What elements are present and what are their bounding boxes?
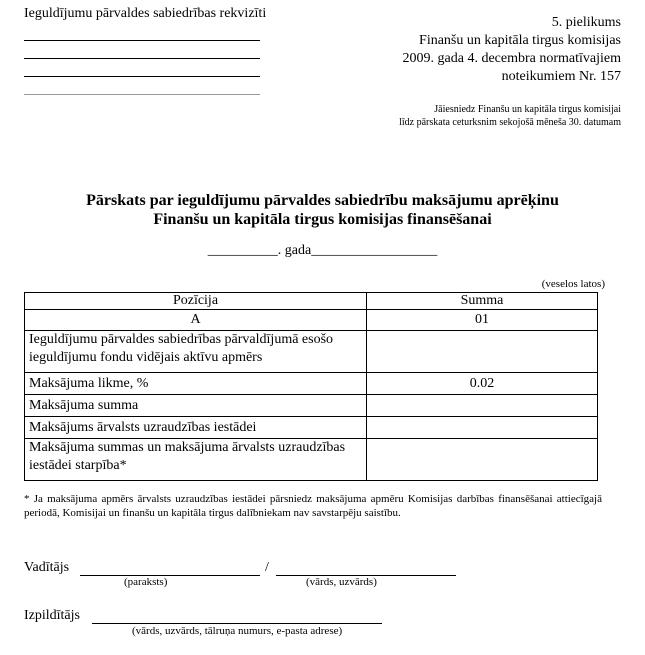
- report-year-row: [0, 243, 645, 259]
- footnote: * Ja maksājuma apmērs ārvalsts uzraudzības iestādei pārsniedz maksājuma apmēru Komisijas darbības finansēšanai attiecīgajā periodā, Komisijai un finanšu un kapitāla tirgus dalībniekam nav savstarpēju saistību.: [24, 493, 602, 519]
- row-value[interactable]: [367, 439, 598, 481]
- header-position: Pozīcija: [25, 293, 367, 310]
- submission-note-line-2: līdz pārskata ceturksnim sekojošā mēneša 30. datumam: [399, 117, 621, 128]
- head-label: Vadītājs: [24, 560, 70, 575]
- row-label: Maksājums ārvalsts uzraudzības iestādei: [25, 417, 367, 439]
- table-row: [25, 331, 598, 373]
- table-row: [25, 395, 598, 417]
- report-title-line-1: Pārskats par ieguldījumu pārvaldes sabiedrību maksājumu aprēķinu: [86, 192, 559, 209]
- executor-label: Izpildītājs: [24, 608, 80, 623]
- report-table: [24, 292, 598, 481]
- name-caption: (vārds, uzvārds): [306, 576, 377, 588]
- year-label: . gada: [277, 243, 312, 258]
- company-details-line-2: [24, 58, 260, 59]
- year-blank-right[interactable]: __________________: [311, 243, 438, 258]
- executor-caption: (vārds, uzvārds, tālruņa numurs, e-pasta adrese): [132, 625, 343, 637]
- submission-note-line-1: Jāiesniedz Finanšu un kapitāla tirgus komisijai: [434, 104, 621, 115]
- row-label: Ieguldījumu pārvaldes sabiedrības pārvaldījumā esošo ieguldījumu fondu vidējais aktīvu apmērs: [25, 331, 367, 373]
- appendix-line-3: 2009. gada 4. decembra normatīvajiem: [402, 51, 621, 66]
- appendix-line-2: Finanšu un kapitāla tirgus komisijas: [419, 33, 621, 48]
- company-details-title: Ieguldījumu pārvaldes sabiedrības rekvizīti: [24, 6, 267, 21]
- appendix-reference: [291, 14, 621, 86]
- table-row: [25, 417, 598, 439]
- submission-note: [291, 103, 621, 129]
- row-value[interactable]: [367, 331, 598, 373]
- executor-line[interactable]: [92, 623, 382, 624]
- company-details-line-3: [24, 76, 260, 77]
- code-position: A: [25, 310, 367, 331]
- table-row: [25, 439, 598, 481]
- head-signature-line[interactable]: [80, 575, 260, 576]
- table-header-row: [25, 293, 598, 310]
- row-value[interactable]: [367, 417, 598, 439]
- table-row: [25, 373, 598, 395]
- appendix-line-1: 5. pielikums: [551, 15, 621, 30]
- report-title-line-2: Finanšu un kapitāla tirgus komisijas finansēšanai: [153, 211, 492, 228]
- company-details-line-1: [24, 40, 260, 41]
- company-details-line-4: [24, 94, 260, 95]
- header-amount: Summa: [367, 293, 598, 310]
- row-label: Maksājuma likme, %: [25, 373, 367, 395]
- row-value[interactable]: 0.02: [367, 373, 598, 395]
- row-label: Maksājuma summas un maksājuma ārvalsts uzraudzības iestādei starpība*: [25, 439, 367, 481]
- table-code-row: [25, 310, 598, 331]
- row-label: Maksājuma summa: [25, 395, 367, 417]
- appendix-line-4: noteikumiem Nr. 157: [501, 69, 621, 84]
- code-amount: 01: [367, 310, 598, 331]
- units-note: (veselos latos): [541, 278, 605, 290]
- signature-slash: /: [265, 560, 269, 575]
- report-title: [0, 191, 645, 229]
- year-blank-left[interactable]: __________: [207, 243, 278, 258]
- signature-caption: (paraksts): [124, 576, 168, 588]
- row-value[interactable]: [367, 395, 598, 417]
